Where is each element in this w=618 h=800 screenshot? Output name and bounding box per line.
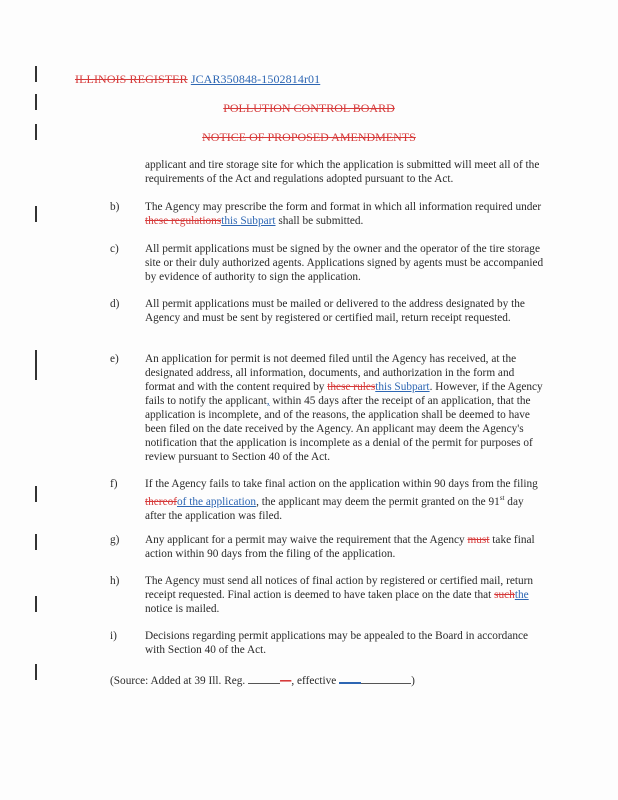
change-bar	[35, 534, 37, 550]
item-label: c)	[110, 243, 119, 255]
inserted-text: the	[514, 589, 529, 601]
change-bar	[35, 486, 37, 502]
deleted-text: must	[467, 534, 490, 546]
inserted-text: ,	[266, 395, 270, 407]
change-bar	[35, 664, 37, 680]
board-title: POLLUTION CONTROL BOARD	[223, 101, 395, 115]
source-note: (Source: Added at 39 Ill. Reg. —, effective )	[110, 672, 415, 688]
item-b-paragraph: The Agency may prescribe the form and format in which all information required under these regulationsthis Subpart shall be submitted.	[145, 201, 542, 227]
inserted-text: of the application	[177, 495, 257, 508]
blank-line	[248, 673, 280, 684]
deleted-text: such	[494, 589, 515, 601]
deleted-text: these rules	[327, 381, 376, 393]
item-f-paragraph: If the Agency fails to take final action on the application within 90 days from the filing thereofof the application, the applicant may deem the permit granted on the 91st day after the application was filed.	[145, 478, 538, 522]
inserted-blank	[339, 672, 361, 684]
register-header	[75, 72, 320, 87]
item-g-paragraph: Any applicant for a permit may waive the requirement that the Agency must take final action within 90 days from the filing of the application.	[145, 534, 535, 560]
change-bar	[35, 66, 37, 82]
blank-line	[361, 673, 411, 684]
item-i-paragraph: Decisions regarding permit applications may be appealed to the Board in accordance with Section 40 of the Act.	[145, 630, 529, 656]
inserted-text: this Subpart	[375, 381, 430, 393]
deleted-text: —	[280, 675, 292, 687]
deleted-text: these regulations	[145, 215, 222, 227]
deleted-text: ILLINOIS REGISTER	[75, 72, 188, 86]
change-bar	[35, 206, 37, 222]
item-d-paragraph: All permit applications must be mailed or delivered to the address designated by the Agency and must be sent by registered or certified mail, return receipt requested.	[145, 298, 525, 324]
item-label: b)	[110, 201, 120, 213]
item-label: e)	[110, 353, 119, 365]
item-label: d)	[110, 298, 120, 310]
notice-title: NOTICE OF PROPOSED AMENDMENTS	[202, 130, 416, 144]
deleted-text: thereof	[145, 495, 177, 508]
item-label: f)	[110, 478, 118, 490]
item-label: i)	[110, 630, 117, 642]
item-e-paragraph: An application for permit is not deemed filed until the Agency has received, at the designated address, all information, documents, and authorization in the form and format and with the content required by these rulesthis Subpart. However, if the Agency fails to notify the applicant, within 45 days after the receipt of an application, that the application is incomplete, and of the reasons, the application shall be deemed to have been filed on the date received by the Agency. An applicant may deem the Agency's notification that the application is incomplete as a denial of the permit for purposes of review pursuant to Section 40 of the Act.	[145, 353, 543, 463]
intro-paragraph: applicant and tire storage site for which the application is submitted will meet all of the requirements of the Act and regulations adopted pursuant to the Act.	[145, 159, 540, 185]
item-label: g)	[110, 534, 120, 546]
inserted-text: this Subpart	[221, 215, 276, 227]
change-bar	[35, 350, 37, 380]
item-label: h)	[110, 575, 120, 587]
item-c-paragraph: All permit applications must be signed by the owner and the operator of the tire storage site or their duly authorized agents. Applications signed by agents must be accompanied by evidence of authority to sign the application.	[145, 243, 544, 283]
change-bar	[35, 596, 37, 612]
inserted-text: JCAR350848-1502814r01	[190, 72, 321, 86]
item-h-paragraph: The Agency must send all notices of final action by registered or certified mail, return receipt requested. Final action is deemed to have taken place on the date that suchthe notice is mailed.	[145, 575, 534, 615]
